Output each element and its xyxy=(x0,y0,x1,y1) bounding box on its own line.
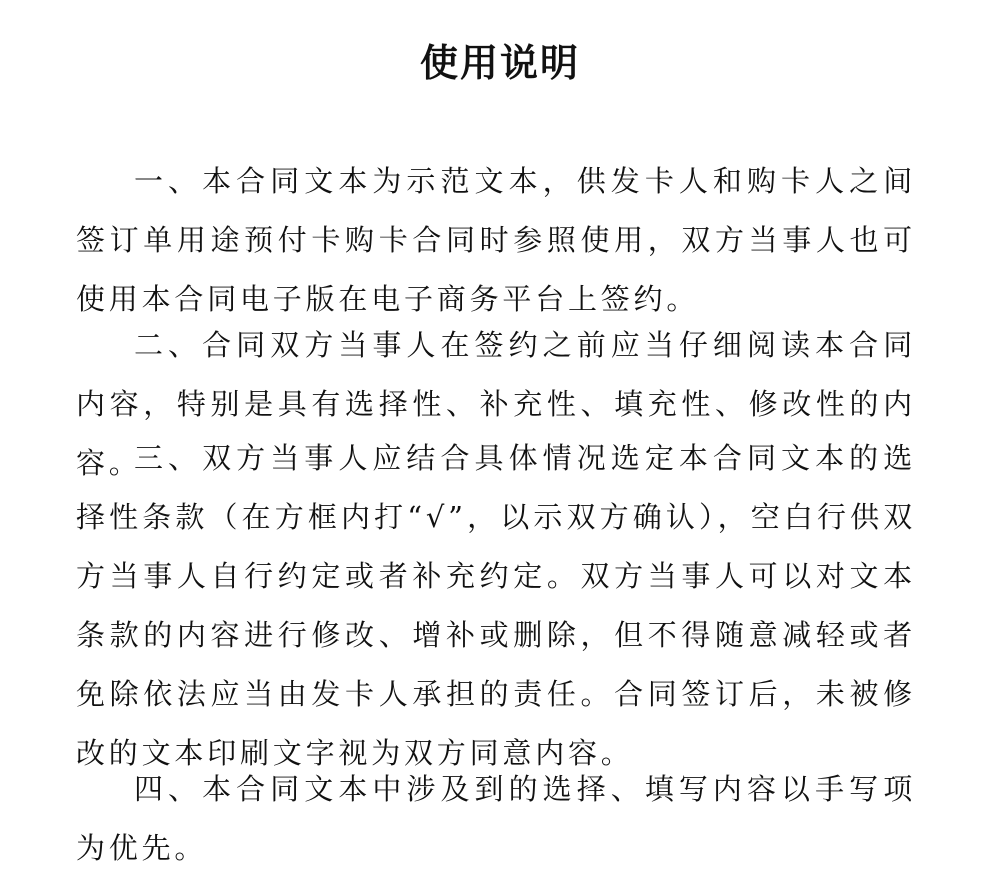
instruction-paragraph-2: 二、合同双方当事人在签约之前应当仔细阅读本合同内容，特别是具有选择性、补充性、填充性、修改性的内容。 xyxy=(76,328,916,480)
instruction-paragraph-1: 一、本合同文本为示范文本，供发卡人和购卡人之间签订单用途预付卡购卡合同时参照使用，双方当事人也可使用本合同电子版在电子商务平台上签约。 xyxy=(76,164,916,316)
page-title: 使用说明 xyxy=(419,41,580,85)
instruction-paragraph-4: 四、本合同文本中涉及到的选择、填写内容以手写项为优先。 xyxy=(76,772,916,865)
instruction-paragraph-3: 三、双方当事人应结合具体情况选定本合同文本的选择性条款（在方框内打“√”，以示双方确认），空白行供双方当事人自行约定或者补充约定。双方当事人可以对文本条款的内容进行修改、增补或删除，但不得随意减轻或者免除依法应当由发卡人承担的责任。合同签订后，未被修改的文本印刷文字视为双方同意内容。 xyxy=(76,441,916,770)
